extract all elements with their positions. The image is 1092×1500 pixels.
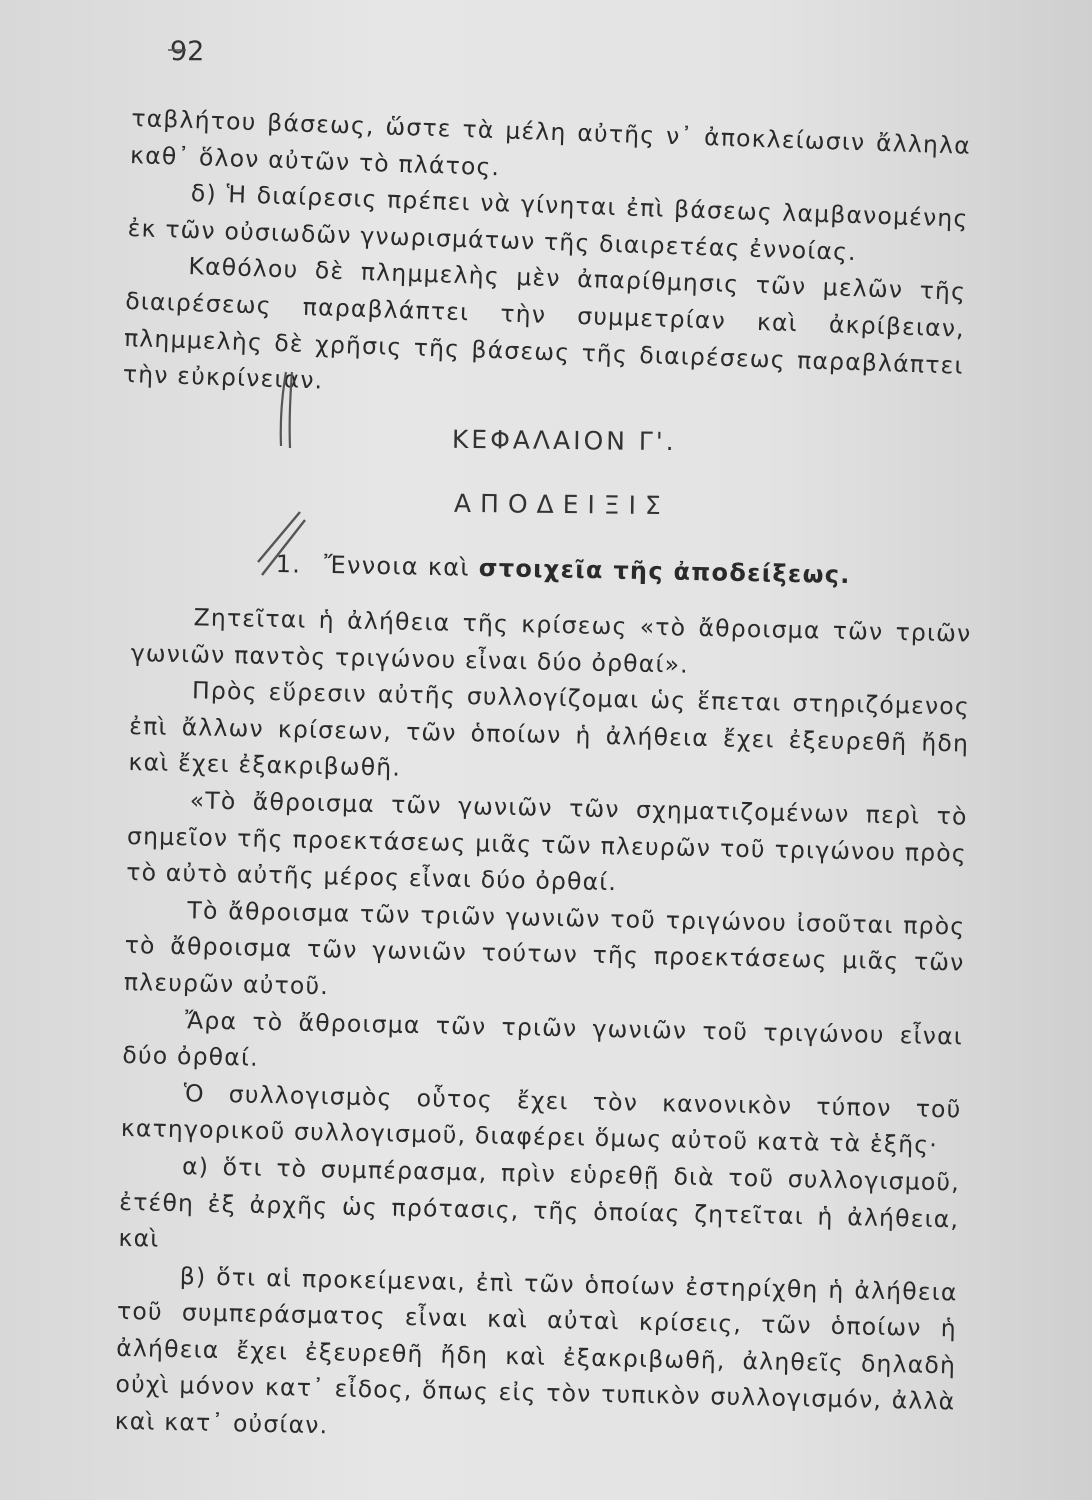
section-title-plain: Ἔννοια καὶ	[323, 550, 471, 582]
paragraph: δ) Ἡ διαίρεσις πρέπει νὰ γίνηται ἐπὶ βάσεως λαμβανομένης ἐκ τῶν οὐσιωδῶν γνωρισμάτων τῆς διαιρετέας ἐννοίας.	[127, 179, 969, 266]
paragraph: Ὁ συλλογισμὸς οὗτος ἔχει τὸν κανονικὸν τύπον τοῦ κατηγορικοῦ συλλογισμοῦ, διαφέρει ὅμως αὐτοῦ κατὰ τὰ ἑξῆς·	[120, 1078, 962, 1160]
top-text-block	[122, 100, 971, 420]
paragraph: Τὸ ἄθροισμα τῶν τριῶν γωνιῶν τοῦ τριγώνου ἰσοῦται πρὸς τὸ ἄθροισμα τῶν γωνιῶν τούτων τῆς προεκτάσεως μιᾶς τῶν πλευρῶν αὐτοῦ.	[123, 895, 966, 1001]
paragraph: Ζητεῖται ἡ ἀλήθεια τῆς κρίσεως «τὸ ἄθροισμα τῶν τριῶν γωνιῶν παντὸς τριγώνου εἶναι δύο ὀρθαί».	[130, 603, 972, 679]
section-heading	[275, 550, 851, 589]
paragraph: Πρὸς εὕρεσιν αὐτῆς συλλογίζομαι ὡς ἕπεται στηριζόμενος ἐπὶ ἄλλων κρίσεων, τῶν ὁποίων ἡ ἀλήθεια ἔχει ἐξευρεθῆ ἤδη καὶ ἔχει ἐξακριβωθῆ.	[128, 676, 971, 783]
paragraph: α) ὅτι τὸ συμπέρασμα, πρὶν εὑρεθῇ διὰ τοῦ συλλογισμοῦ, ἐτέθη ἐξ ἀρχῆς ὡς πρότασις, τῆς ὁποίας ζητεῖται ἡ ἀλήθεια, καὶ	[118, 1152, 961, 1253]
paragraph: β) ὅτι αἱ προκείμεναι, ἐπὶ τῶν ὁποίων ἐστηρίχθη ἡ ἀλήθεια τοῦ συμπεράσματος εἶναι καὶ αὐταὶ κρίσεις, τῶν ὁποίων ἡ ἀλήθεια ἔχει ἐξευρεθῆ ἤδη καὶ ἐξακριβωθῆ, ἀληθεῖς δηλαδὴ οὐχὶ μόνον κατ᾽ εἶδος, ὅπως εἰς τὸν τυπικὸν συλλογισμόν, ἀλλὰ καὶ κατ᾽ οὐσίαν.	[114, 1261, 958, 1440]
paragraph: Καθόλου δὲ πλημμελὴς μὲν ἀπαρίθμησις τῶν μελῶν τῆς διαιρέσεως παραβλάπτει τὴν συμμετρίαν καὶ ἀκρίβειαν, πλημμελὴς δὲ χρῆσις τῆς βάσεως τῆς διαιρέσεως παραβλάπτει τὴν εὐκρίνειαν.	[122, 252, 967, 395]
page-number: 92	[170, 36, 205, 67]
paragraph: Ἄρα τὸ ἄθροισμα τῶν τριῶν γωνιῶν τοῦ τριγώνου εἶναι δύο ὀρθαί.	[122, 1005, 964, 1072]
main-text-block	[114, 598, 971, 1457]
section-number: 1.	[275, 550, 302, 579]
chapter-title: ΑΠΟΔΕΙΞΙΣ	[453, 488, 670, 521]
paragraph: ταβλήτου βάσεως, ὥστε τὰ μέλη αὐτῆς ν᾽ ἀποκλείωσιν ἄλληλα καθ᾽ ὅλον αὐτῶν τὸ πλάτος.	[129, 103, 972, 181]
paragraph: «Τὸ ἄθροισμα τῶν γωνιῶν τῶν σχηματιζομένων περὶ τὸ σημεῖον τῆς προεκτάσεως μιᾶς τῶν πλευρῶν τοῦ τριγώνου πρὸς τὸ αὐτὸ αὐτῆς μέρος εἶναι δύο ὀρθαί.	[125, 786, 968, 897]
chapter-label: ΚΕΦΑΛΑΙΟΝ Γ'.	[451, 424, 677, 457]
section-title-bold: στοιχεῖα τῆς ἀποδείξεως.	[478, 553, 851, 590]
